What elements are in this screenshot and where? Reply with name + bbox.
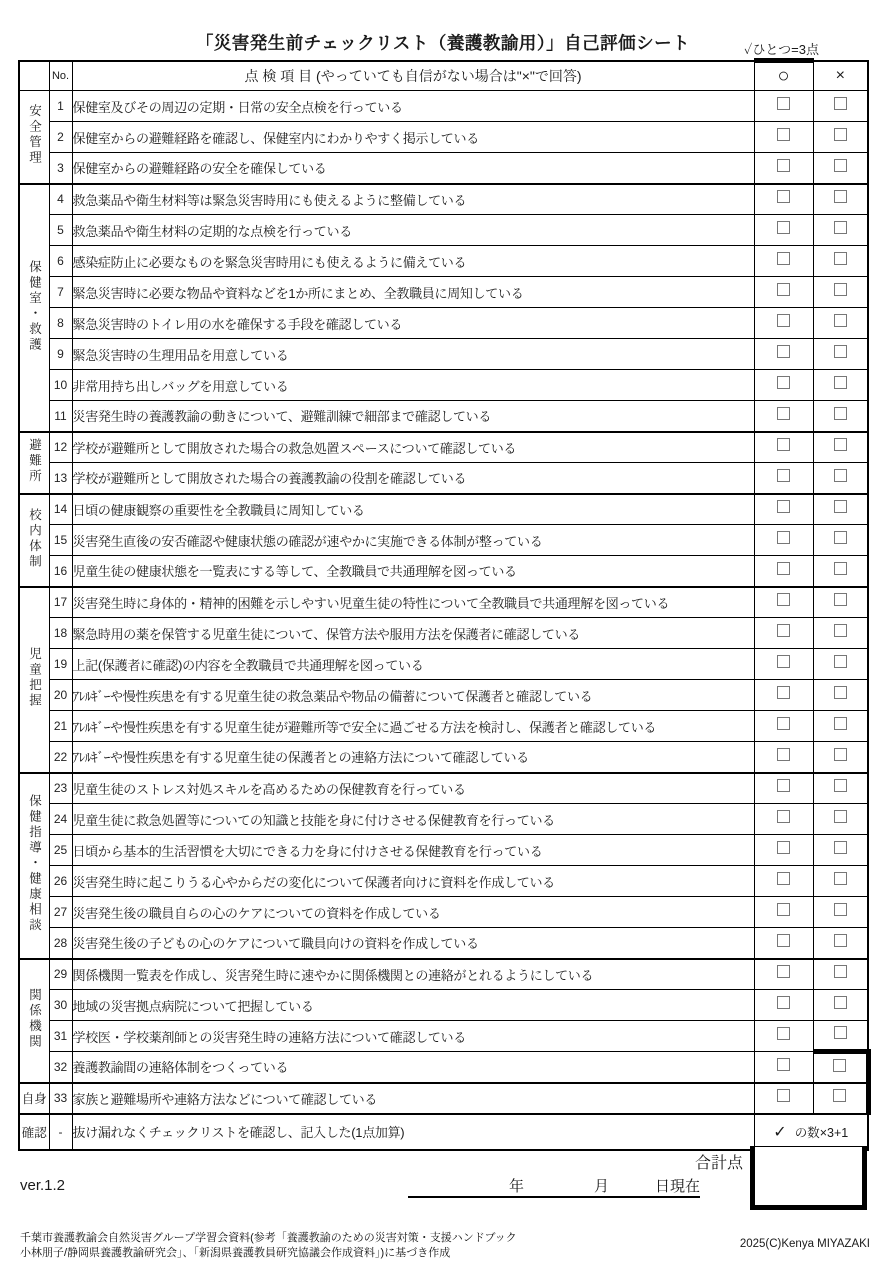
table-row [19,1052,868,1083]
checkbox-circle-row-12[interactable] [777,438,790,451]
checkbox-cross-row-15[interactable] [834,531,847,544]
check-count-formula-cell [754,1114,868,1150]
checkbox-circle-row-6[interactable] [777,252,790,265]
cross-cell [813,463,868,494]
checkbox-cross-row-25[interactable] [834,841,847,854]
category-label-保健指導・健康相談 [19,773,49,959]
item-text: 緊急災害時のトイレ用の水を確保する手段を確認している [72,308,754,339]
row-number: 24 [49,804,72,835]
item-text: ｱﾚﾙｷﾞｰや慢性疾患を有する児童生徒が避難所等で安全に過ごせる方法を検討し、保護者と確認している [72,711,754,742]
item-text: 保健室からの避難経路の安全を確保している [72,153,754,184]
checkbox-cross-row-3[interactable] [834,159,847,172]
check-mark-icon: ✓ [773,1123,787,1141]
source-credit-line1: 千葉市養護教諭会自然災害グループ学習会資料(参考「養護教諭のための災害対策・支援ハンドブック [20,1232,517,1244]
cross-cell [813,215,868,246]
table-row [19,804,868,835]
item-text: 災害発生直後の安否確認や健康状態の確認が速やかに実施できる体制が整っている [72,525,754,556]
cross-column-header: × [813,61,868,91]
cross-cell [813,990,868,1021]
circle-cell [754,897,813,928]
checkbox-cross-row-8[interactable] [834,314,847,327]
item-text: 災害発生後の子どもの心のケアについて職員向けの資料を作成している [72,928,754,959]
table-row [19,773,868,804]
table-row [19,277,868,308]
checkbox-circle-row-5[interactable] [777,221,790,234]
row-number: - [49,1114,72,1150]
table-row [19,463,868,494]
checkbox-cross-row-11[interactable] [834,407,847,420]
checkbox-circle-row-13[interactable] [777,469,790,482]
row-number: 22 [49,742,72,773]
table-row [19,649,868,680]
item-text: 災害発生時に起こりうる心やからだの変化について保護者向けに資料を作成している [72,866,754,897]
circle-cell [754,339,813,370]
source-credit-line2: 小林朋子/静岡県養護教諭研究会」、「新潟県養護教員研究協議会作成資料」)に基づき作成 [20,1246,451,1259]
total-score-box[interactable] [750,1146,867,1210]
item-text: 緊急時用の薬を保管する児童生徒について、保管方法や服用方法を保護者に確認している [72,618,754,649]
version-label: ver.1.2 [20,1177,66,1194]
checkbox-circle-row-4[interactable] [777,190,790,203]
confirmation-row [19,1114,868,1150]
checkbox-circle-row-32[interactable] [777,1058,790,1071]
checkbox-circle-row-15[interactable] [777,531,790,544]
category-text: 保健室・救護 [27,259,42,353]
cross-cell [813,1052,868,1083]
circle-cell [754,556,813,587]
row-number: 5 [49,215,72,246]
circle-cell [754,184,813,215]
row-number: 21 [49,711,72,742]
row-number: 4 [49,184,72,215]
checkbox-cross-row-17[interactable] [834,593,847,606]
checkbox-cross-row-10[interactable] [834,376,847,389]
category-text: 児童把握 [27,647,42,709]
source-credit [20,1231,517,1261]
cross-cell [813,432,868,463]
checkbox-circle-row-23[interactable] [777,779,790,792]
checkbox-cross-row-24[interactable] [834,810,847,823]
circle-cell [754,401,813,432]
circle-cell [754,649,813,680]
date-fill-in-line[interactable] [408,1172,700,1198]
item-text: 保健室からの避難経路を確認し、保健室内にわかりやすく掲示している [72,122,754,153]
table-row [19,1083,868,1114]
table-row [19,246,868,277]
table-row [19,680,868,711]
category-label-保健室・救護 [19,184,49,432]
table-row [19,618,868,649]
checkbox-cross-row-20[interactable] [834,686,847,699]
cross-cell [813,401,868,432]
checkbox-circle-row-27[interactable] [777,903,790,916]
row-number: 16 [49,556,72,587]
row-number: 17 [49,587,72,618]
table-row [19,835,868,866]
category-label-校内体制 [19,494,49,587]
cross-cell [813,122,868,153]
table-row [19,1021,868,1052]
item-text: 抜け漏れなくチェックリストを確認し、記入した(1点加算) [72,1114,754,1150]
checkbox-cross-row-6[interactable] [834,252,847,265]
circle-cell [754,432,813,463]
cross-cell [813,525,868,556]
copyright-notice: 2025(C)Kenya MIYAZAKI [739,1238,870,1250]
checkbox-cross-row-30[interactable] [834,996,847,1009]
category-label-関係機関 [19,959,49,1083]
item-text: 学校医・学校薬剤師との災害発生時の連絡方法について確認している [72,1021,754,1052]
circle-cell [754,277,813,308]
row-number: 11 [49,401,72,432]
row-number: 8 [49,308,72,339]
checkbox-circle-row-2[interactable] [777,128,790,141]
item-text: 児童生徒のストレス対処スキルを高めるための保健教育を行っている [72,773,754,804]
table-row [19,928,868,959]
cross-cell [813,184,868,215]
circle-cell [754,804,813,835]
item-text: 非常用持ち出しバッグを用意している [72,370,754,401]
circle-cell [754,246,813,277]
category-text: 関係機関 [27,988,42,1050]
cross-cell [813,711,868,742]
circle-cell [754,215,813,246]
category-text: 自身 [21,1092,47,1106]
category-text: 安全管理 [27,104,42,167]
category-text: 避難所 [27,437,42,485]
page-title: 「災害発生前チェックリスト（養護教諭用）」自己評価シート [195,33,691,53]
cross-cell [813,804,868,835]
checkbox-cross-row-2[interactable] [834,128,847,141]
checkbox-cross-row-32[interactable] [833,1059,846,1072]
table-row [19,122,868,153]
item-text: 日頃から基本的生活習慣を大切にできる力を身に付けさせる保健教育を行っている [72,835,754,866]
category-label-安全管理 [19,91,49,184]
circle-cell [754,370,813,401]
checkbox-cross-row-31[interactable] [834,1026,847,1039]
circle-cell [754,122,813,153]
circle-cell [754,711,813,742]
table-row [19,525,868,556]
checkbox-cross-row-12[interactable] [834,438,847,451]
row-number: 13 [49,463,72,494]
day-asof-label: 日現在 [654,1178,700,1195]
circle-cell [754,618,813,649]
checkbox-cross-row-9[interactable] [834,345,847,358]
cross-cell [813,494,868,525]
item-text: 日頃の健康観察の重要性を全教職員に周知している [72,494,754,525]
item-text: 上記(保護者に確認)の内容を全教職員で共通理解を図っている [72,649,754,680]
checkbox-circle-row-21[interactable] [777,717,790,730]
item-text: 関係機関一覧表を作成し、災害発生時に速やかに関係機関との連絡がとれるようにしている [72,959,754,990]
row-number: 33 [49,1083,72,1114]
row-number: 26 [49,866,72,897]
category-text: 校内体制 [27,507,42,570]
circle-cell [754,494,813,525]
cross-cell [813,308,868,339]
table-row [19,556,868,587]
circle-cell [754,308,813,339]
category-label-確認: 確認 [19,1114,49,1150]
item-text: ｱﾚﾙｷﾞｰや慢性疾患を有する児童生徒の救急薬品や物品の備蓄について保護者と確認している [72,680,754,711]
table-row [19,866,868,897]
row-number: 2 [49,122,72,153]
checkbox-circle-row-31[interactable] [777,1027,790,1040]
checkbox-cross-row-5[interactable] [834,221,847,234]
row-number: 18 [49,618,72,649]
item-text: ｱﾚﾙｷﾞｰや慢性疾患を有する児童生徒の保護者との連絡方法について確認している [72,742,754,773]
checkbox-cross-row-21[interactable] [834,717,847,730]
item-text: 災害発生時に身体的・精神的困難を示しやすい児童生徒の特性について全教職員で共通理解を図っている [72,587,754,618]
checkbox-circle-row-30[interactable] [777,996,790,1009]
row-number: 1 [49,91,72,122]
checkbox-circle-row-24[interactable] [777,810,790,823]
cross-cell [813,835,868,866]
checklist-body [19,91,868,1150]
checkbox-cross-row-18[interactable] [834,624,847,637]
circle-cell [754,835,813,866]
checkbox-cross-row-26[interactable] [834,872,847,885]
cross-cell [813,618,868,649]
circle-cell [754,990,813,1021]
checkbox-circle-row-8[interactable] [777,314,790,327]
row-number: 3 [49,153,72,184]
row-number: 9 [49,339,72,370]
checkbox-cross-row-1[interactable] [834,97,847,110]
circle-cell [754,463,813,494]
checkbox-cross-row-27[interactable] [834,903,847,916]
checkbox-circle-row-10[interactable] [777,376,790,389]
cross-cell [813,928,868,959]
cross-cell [813,91,868,122]
checkbox-circle-row-33[interactable] [777,1089,790,1102]
row-number: 15 [49,525,72,556]
table-header-row [19,61,868,91]
category-label-自身 [19,1083,49,1114]
row-number: 25 [49,835,72,866]
checkbox-circle-row-14[interactable] [777,500,790,513]
category-header-empty [19,61,49,91]
circle-cell [754,587,813,618]
category-label-避難所 [19,432,49,494]
table-row [19,959,868,990]
cross-cell [813,1083,868,1114]
checkbox-cross-row-19[interactable] [834,655,847,668]
table-row [19,587,868,618]
table-row [19,897,868,928]
row-number: 23 [49,773,72,804]
checkbox-circle-row-25[interactable] [777,841,790,854]
cross-cell [813,339,868,370]
table-row [19,711,868,742]
circle-cell [754,680,813,711]
item-text: 感染症防止に必要なものを緊急災害時用にも使えるように備えている [72,246,754,277]
checkbox-circle-row-18[interactable] [777,624,790,637]
category-label-児童把握 [19,587,49,773]
circle-cell [754,742,813,773]
checkbox-cross-row-13[interactable] [834,469,847,482]
cross-cell [813,742,868,773]
table-row [19,401,868,432]
item-text: 災害発生時の養護教諭の動きについて、避難訓練で細部まで確認している [72,401,754,432]
checkbox-circle-row-16[interactable] [777,562,790,575]
checkbox-cross-row-4[interactable] [834,190,847,203]
checkbox-circle-row-20[interactable] [777,686,790,699]
checkbox-circle-row-22[interactable] [777,748,790,761]
cross-cell [813,153,868,184]
item-text: 学校が避難所として開放された場合の救急処置スペースについて確認している [72,432,754,463]
cross-cell [813,246,868,277]
scoring-note: ✓ひとつ=3点 [744,42,819,57]
row-number: 28 [49,928,72,959]
circle-cell [754,866,813,897]
cross-cell [813,277,868,308]
checkbox-cross-row-14[interactable] [834,500,847,513]
checkbox-circle-row-11[interactable] [777,407,790,420]
table-row [19,494,868,525]
checkbox-circle-row-3[interactable] [777,159,790,172]
item-text: 地域の災害拠点病院について把握している [72,990,754,1021]
cross-cell [813,866,868,897]
circle-cell [754,1052,813,1083]
cross-cell [813,773,868,804]
row-number: 29 [49,959,72,990]
row-number: 27 [49,897,72,928]
category-text: 保健指導・健康相談 [27,794,42,934]
checkbox-cross-row-7[interactable] [834,283,847,296]
year-label: 年 [508,1178,524,1195]
cross-cell [813,587,868,618]
row-number: 31 [49,1021,72,1052]
checkbox-cross-row-33[interactable] [833,1089,846,1102]
formula-text: の数×3+1 [794,1125,849,1140]
cross-cell [813,649,868,680]
item-text: 災害発生後の職員自らの心のケアについての資料を作成している [72,897,754,928]
checkbox-cross-row-16[interactable] [834,562,847,575]
row-number: 30 [49,990,72,1021]
checkbox-circle-row-1[interactable] [777,97,790,110]
table-row [19,339,868,370]
item-text: 児童生徒の健康状態を一覧表にする等して、全教職員で共通理解を図っている [72,556,754,587]
table-row [19,432,868,463]
item-text: 学校が避難所として開放された場合の養護教諭の役割を確認している [72,463,754,494]
item-text: 救急薬品や衛生材料等は緊急災害時用にも使えるように整備している [72,184,754,215]
table-row [19,184,868,215]
circle-cell [754,773,813,804]
row-number: 10 [49,370,72,401]
table-row [19,370,868,401]
row-number: 20 [49,680,72,711]
circle-cell [754,1021,813,1052]
circle-cell [754,928,813,959]
circle-cell [754,1083,813,1114]
row-number: 7 [49,277,72,308]
cross-cell [813,1021,868,1052]
circle-cell [754,91,813,122]
table-row [19,308,868,339]
cross-cell [813,680,868,711]
checkbox-circle-row-19[interactable] [777,655,790,668]
circle-cell [754,153,813,184]
month-label: 月 [593,1178,609,1195]
item-text: 家族と避難場所や連絡方法などについて確認している [72,1083,754,1114]
table-row [19,91,868,122]
item-text: 保健室及びその周辺の定期・日常の安全点検を行っている [72,91,754,122]
item-column-header: 点 検 項 目 (やっていても自信がない場合は"×"で回答) [72,61,754,91]
table-row [19,153,868,184]
table-row [19,742,868,773]
cross-cell [813,959,868,990]
item-text: 緊急災害時の生理用品を用意している [72,339,754,370]
row-number: 14 [49,494,72,525]
checkbox-cross-row-28[interactable] [834,934,847,947]
table-row [19,215,868,246]
checklist-table [18,58,871,1151]
checkbox-circle-row-28[interactable] [777,934,790,947]
checkbox-cross-row-29[interactable] [834,965,847,978]
checkbox-circle-row-26[interactable] [777,872,790,885]
checkbox-cross-row-22[interactable] [834,748,847,761]
checkbox-circle-row-9[interactable] [777,345,790,358]
cross-cell [813,897,868,928]
circle-column-header: ○ [754,61,813,91]
cross-cell [813,370,868,401]
checkbox-circle-row-17[interactable] [777,593,790,606]
row-number: 19 [49,649,72,680]
item-text: 養護教諭間の連絡体制をつくっている [72,1052,754,1083]
no-column-header: No. [49,61,72,91]
table-row [19,990,868,1021]
total-score-label: 合計点 [694,1155,743,1172]
cross-cell [813,556,868,587]
item-text: 児童生徒に救急処置等についての知識と技能を身に付けさせる保健教育を行っている [72,804,754,835]
checkbox-circle-row-29[interactable] [777,965,790,978]
row-number: 12 [49,432,72,463]
item-text: 救急薬品や衛生材料の定期的な点検を行っている [72,215,754,246]
row-number: 6 [49,246,72,277]
circle-cell [754,959,813,990]
checkbox-cross-row-23[interactable] [834,779,847,792]
item-text: 緊急災害時に必要な物品や資料などを1か所にまとめ、全教職員に周知している [72,277,754,308]
checkbox-circle-row-7[interactable] [777,283,790,296]
circle-cell [754,525,813,556]
row-number: 32 [49,1052,72,1083]
